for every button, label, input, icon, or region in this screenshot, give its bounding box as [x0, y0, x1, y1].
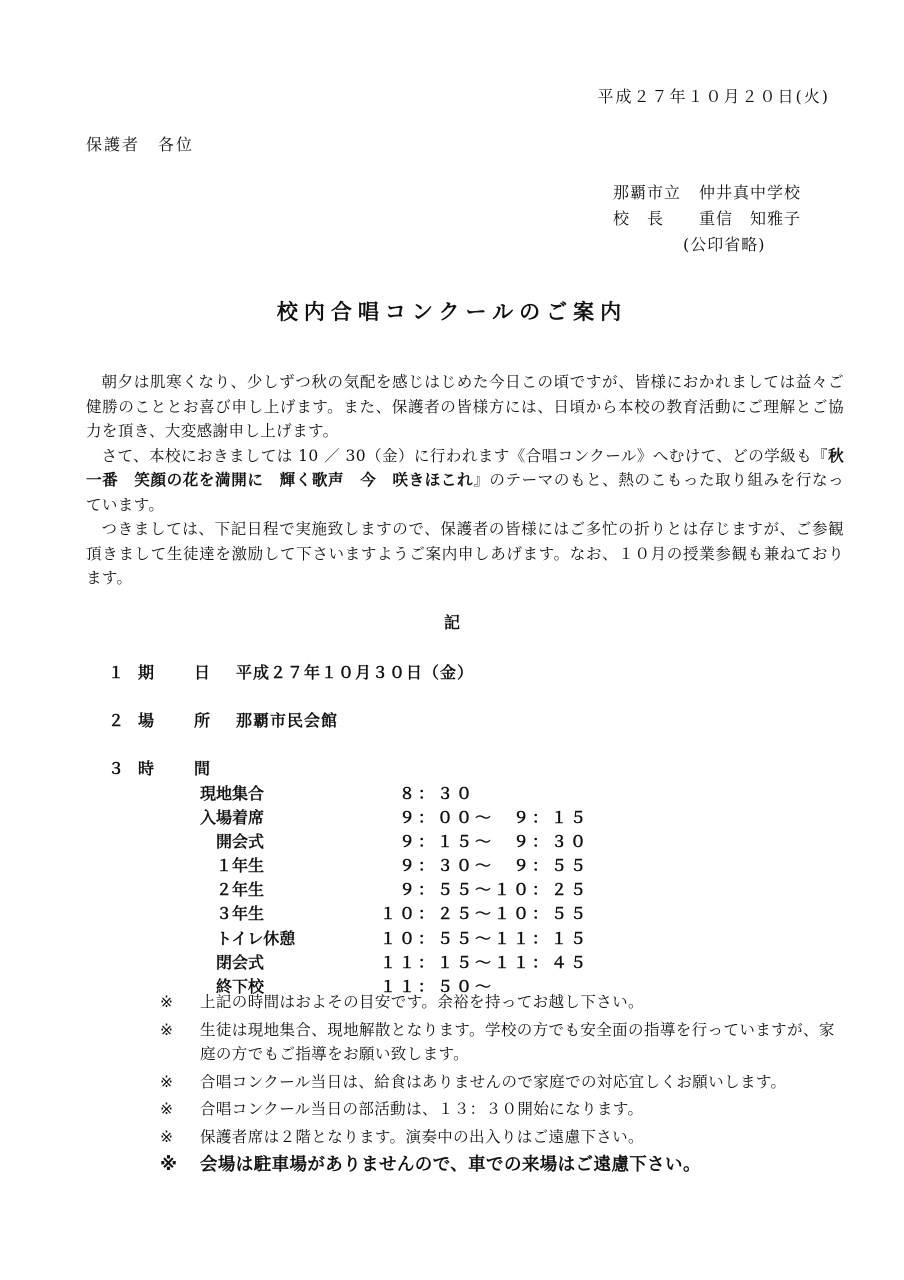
schedule-time: ８：３０ — [380, 784, 476, 803]
note-item — [160, 1125, 850, 1150]
schedule-row — [200, 781, 620, 805]
item-label: 期 日 — [138, 663, 223, 682]
sender-principal-key: 校 長 — [613, 209, 665, 228]
note-text: 会場は駐車場がありませんので、車での来場はご遠慮下さい。 — [200, 1155, 701, 1175]
schedule-row — [200, 926, 620, 950]
paragraph-2-before: さて、本校におきましては 10 ／ 30（金）に行われます《合唱コンクール》へむけて、どの学級も『 — [101, 446, 829, 465]
note-item — [160, 990, 850, 1015]
note-mark: ※ — [160, 1155, 178, 1175]
item-value: 平成２７年１０月３０日（金） — [236, 663, 475, 682]
note-mark: ※ — [160, 1127, 173, 1146]
schedule-time: １０：５５〜１１：１５ — [380, 928, 590, 948]
note-item-emphasis — [160, 1153, 850, 1178]
item-label: 時 間 — [138, 759, 223, 778]
note-item — [160, 1018, 850, 1067]
paragraph-2 — [86, 444, 844, 518]
schedule-time: １０：２５〜１０：５５ — [380, 904, 590, 924]
note-mark: ※ — [160, 1020, 173, 1039]
schedule-time: １１：５０〜 — [380, 976, 495, 996]
note-item — [160, 1070, 850, 1095]
note-mark: ※ — [160, 1072, 173, 1091]
schedule-event: １年生 — [200, 856, 265, 876]
paragraph-2-after: 』のテーマのもと、熱のこもった取り組みを行なっています。 — [86, 471, 845, 514]
item-number: １ — [108, 663, 125, 682]
schedule-event: トイレ休憩 — [200, 928, 296, 948]
ki-heading: 記 — [443, 613, 460, 632]
schedule-event: 入場着席 — [200, 808, 265, 828]
theme-text: 秋一番 笑顔の花を満開に 輝く歌声 今 咲きほこれ — [86, 446, 844, 489]
item-number: ２ — [108, 711, 125, 730]
schedule-row — [200, 950, 620, 974]
schedule-time: ９：３０〜 ９：５５ — [380, 856, 590, 876]
schedule-time: １１：１５〜１１：４５ — [380, 952, 590, 972]
note-text: 合唱コンクール当日の部活動は、１３：３０開始になります。 — [200, 1100, 644, 1118]
item-place — [108, 708, 338, 731]
note-text: 生徒は現地集合、現地解散となります。学校の方でも安全面の指導を行っていますが、家庭の方でもご指導をお願い致します。 — [200, 1020, 835, 1063]
schedule-row — [200, 829, 620, 853]
schedule-time: ９：１５〜 ９：３０ — [380, 832, 590, 852]
schedule-row — [200, 805, 620, 829]
body-text — [86, 370, 844, 591]
schedule-event: 開会式 — [200, 832, 265, 852]
schedule-time: ９：５５〜１０：２５ — [380, 880, 590, 900]
note-text: 保護者席は２階となります。演奏中の出入りはご遠慮下さい。 — [200, 1127, 644, 1146]
schedule-event: 閉会式 — [200, 952, 265, 972]
paragraph-1: 朝夕は肌寒くなり、少しずつ秋の気配を感じはじめた今日この頃ですが、皆様におかれましては益々ご健勝のこととお喜び申し上げます。また、保護者の皆様方には、日頃から本校の教育活動にご理解とご協力を頂き、大変感謝申し上げます。 — [86, 373, 844, 440]
schedule-event: 終下校 — [200, 976, 265, 996]
note-text: 合唱コンクール当日は、給食はありませんので家庭での対応宜しくお願いします。 — [200, 1072, 787, 1091]
item-label: 場 所 — [138, 711, 223, 730]
notes-list — [160, 990, 850, 1181]
document-title: 校内合唱コンクールのご案内 — [276, 300, 628, 324]
sender-block — [613, 180, 801, 258]
note-item — [160, 1097, 850, 1122]
schedule-row — [200, 901, 620, 925]
item-date — [108, 660, 474, 683]
sender-school-name: 仲井真中学校 — [699, 183, 802, 202]
document-date: 平成２７年１０月２０日(火) — [597, 87, 830, 106]
schedule-event: ３年生 — [200, 904, 265, 924]
note-mark: ※ — [160, 993, 173, 1011]
schedule-event: ２年生 — [200, 880, 265, 900]
schedule-row — [200, 877, 620, 901]
paragraph-3: つきましては、下記日程で実施致しますので、保護者の皆様にはご多忙の折りとは存じますが、ご参観頂きまして生徒達を激励して下さいますようご案内申しあげます。なお、１０月の授業参観も兼ねております。 — [86, 520, 844, 587]
note-text: 上記の時間はおよその目安です。余裕を持ってお越し下さい。 — [200, 993, 644, 1011]
sender-principal-name: 重信 知雅子 — [699, 209, 802, 228]
sender-school-key: 那覇市立 — [613, 183, 682, 202]
item-number: ３ — [108, 759, 125, 778]
item-time — [108, 756, 236, 779]
schedule-row — [200, 853, 620, 877]
item-value: 那覇市民会館 — [236, 711, 339, 730]
recipient: 保護者 各位 — [86, 135, 195, 154]
seal-note: (公印省略) — [683, 235, 766, 254]
schedule-table — [200, 781, 620, 998]
note-mark: ※ — [160, 1100, 173, 1118]
schedule-event: 現地集合 — [200, 784, 265, 803]
schedule-time: ９：００〜 ９：１５ — [380, 808, 590, 828]
